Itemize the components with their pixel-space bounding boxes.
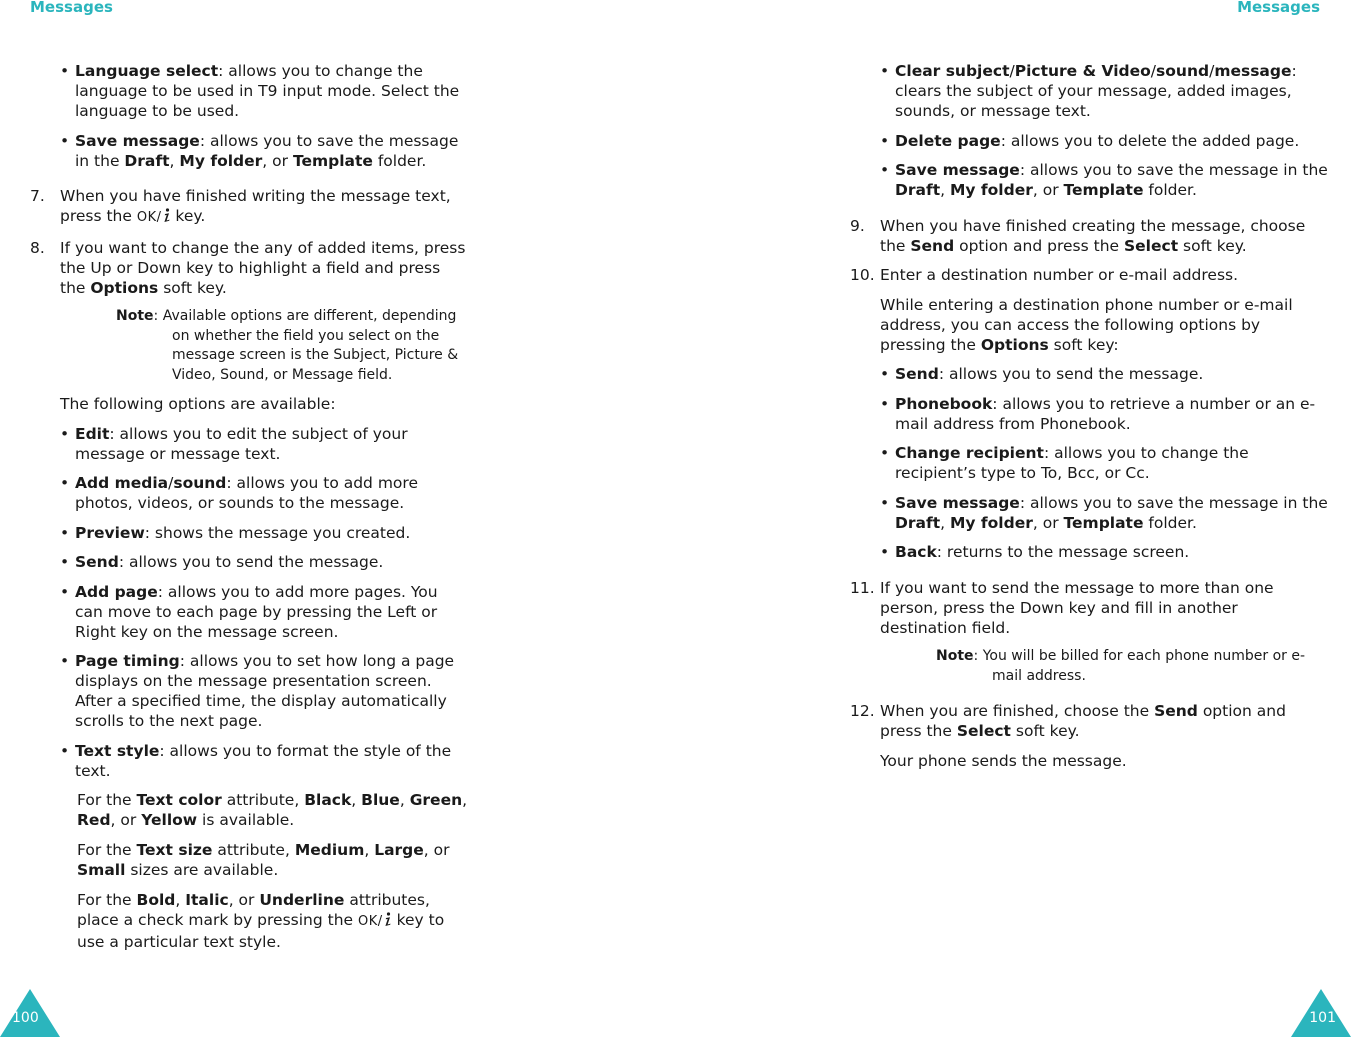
info-key-icon [383,912,392,927]
text-color-para: For the Text color attribute, Black, Blue, Green, Red, or Yellow is available. [77,791,468,829]
send-item: • Send: allows you to send the message. [850,364,1328,384]
step-10: 10. Enter a destination number or e-mail address. [850,266,1239,284]
note-left: Note: Available options are different, depending on whether the field you select on the message screen is the Subject, Picture & Video, Sound, or Message field. [116,308,459,383]
text-size-para: For the Text size attribute, Medium, Large, or Small sizes are available. [77,841,450,879]
add-media-item: • Add media/sound: allows you to add more photos, videos, or sounds to the message. [30,473,470,513]
step-12: 12. When you are finished, choose the Send option and press the Select soft key. [850,702,1286,740]
back-item: • Back: returns to the message screen. [850,542,1328,562]
phonebook-item: • Phonebook: allows you to retrieve a number or an e-mail address from Phonebook. [850,394,1328,434]
send-item: • Send: allows you to send the message. [30,552,470,572]
step-11: 11. If you want to send the message to more than one person, press the Down key and fill in another destination field. [850,578,1274,637]
save-message-item: • Save message: allows you to save the message in the Draft, My folder, or Template folder. [30,131,470,171]
clear-item: • Clear subject/Picture & Video/sound/message: clears the subject of your message, added images, sounds, or message text. [850,61,1328,121]
add-page-item: • Add page: allows you to add more pages. You can move to each page by pressing the Left or Right key on the message screen. [30,582,470,642]
page-timing-item: • Page timing: allows you to set how long a page displays on the message presentation screen. After a specified time, the display automatically scrolls to the next page. [30,651,470,731]
language-select-item: • Language select: allows you to change the language to be used in T9 input mode. Select the language to be used. [30,61,470,121]
step-8: 8. If you want to change the any of added items, press the Up or Down key to highlight a field and press the Options soft key. [30,238,466,297]
bold-italic-para: For the Bold, Italic, or Underline attributes, place a check mark by pressing the OK/ key to use a particular text style. [77,891,445,951]
final-para: Your phone sends the message. [880,751,1127,770]
ok-key-label: OK/ [136,210,162,225]
edit-item: • Edit: allows you to edit the subject of your message or message text. [30,424,470,464]
options-intro: The following options are available: [60,395,336,413]
while-entering-para: While entering a destination phone number or e-mail address, you can access the following options by pressing the Options soft key: [880,295,1293,354]
ok-key-label: OK/ [358,914,383,929]
page-number-left: 100 [12,1010,39,1026]
note-right: Note: You will be billed for each phone number or e-mail address. [936,648,1306,684]
right-page [850,61,1328,780]
page-header-left: Messages [30,0,113,16]
step-9: 9. When you have finished creating the message, choose the Send option and press the Select soft key. [850,216,1306,255]
left-page [30,61,470,962]
save-message-item-2: • Save message: allows you to save the message in the Draft, My folder, or Template folder. [850,493,1328,533]
text-style-item: • Text style: allows you to format the style of the text. [30,741,470,781]
preview-item: • Preview: shows the message you created. [30,523,470,543]
delete-page-item: • Delete page: allows you to delete the added page. [850,131,1328,151]
change-recipient-item: • Change recipient: allows you to change the recipient’s type to To, Bcc, or Cc. [850,443,1328,483]
info-key-icon [162,208,171,223]
page-header-right: Messages [1237,0,1320,16]
page-number-right: 101 [1309,1010,1336,1026]
save-message-item: • Save message: allows you to save the message in the Draft, My folder, or Template folder. [850,160,1328,200]
step-7: 7. When you have finished writing the message text, press the OK/ key. [30,187,451,225]
